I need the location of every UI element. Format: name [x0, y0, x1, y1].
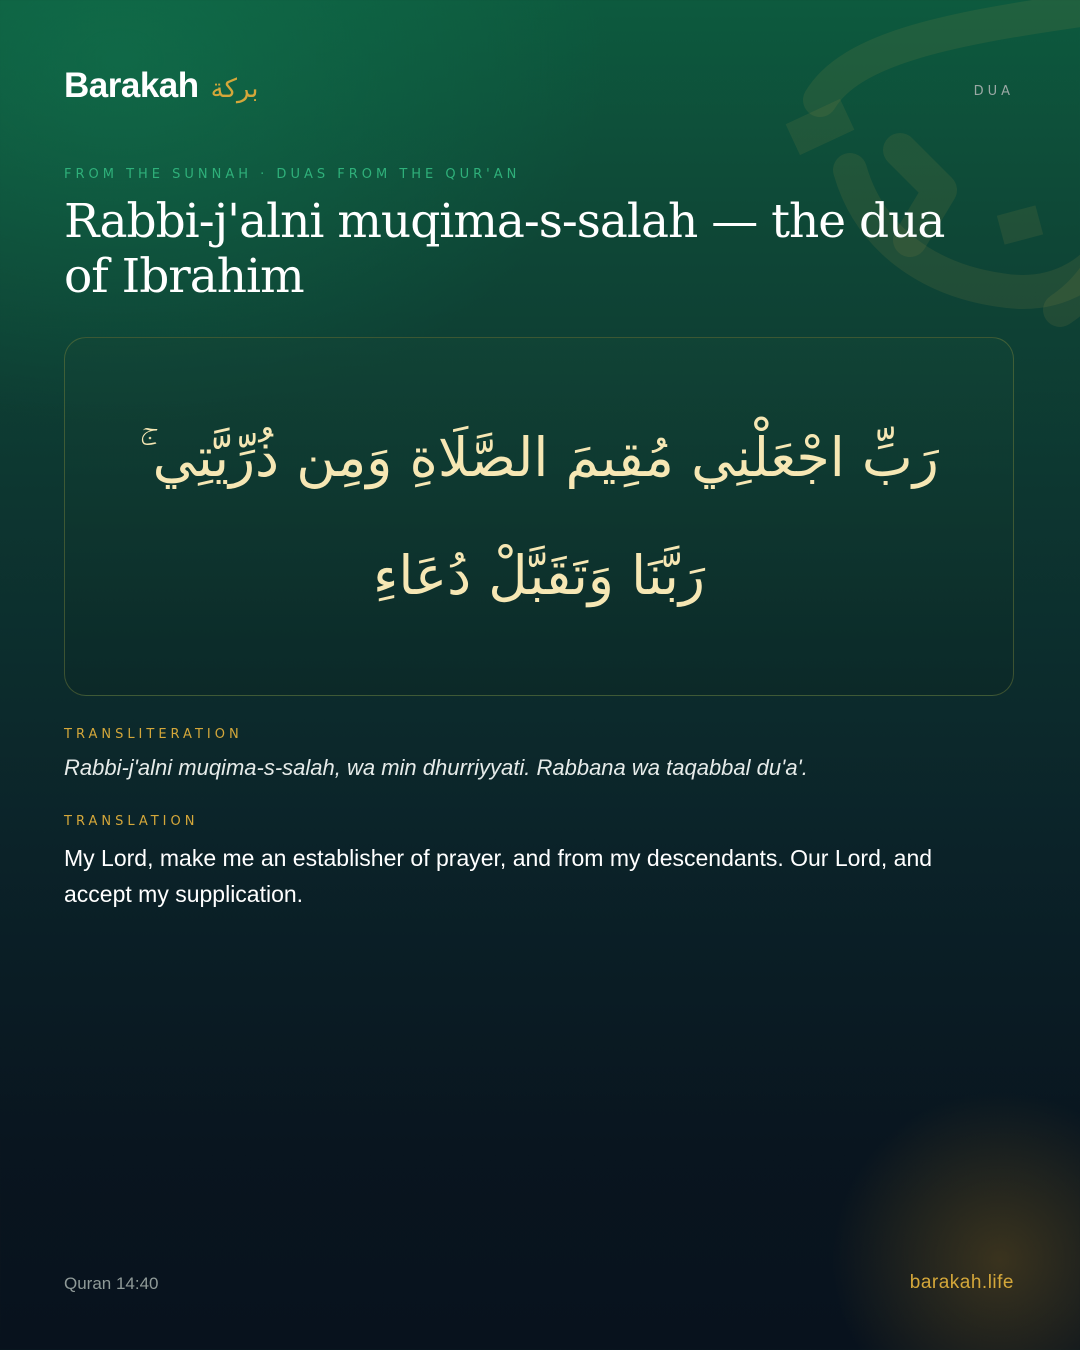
translation-text: My Lord, make me an establisher of prayer, and from my descendants. Our Lord, and accept my supplication. [64, 845, 933, 907]
category-eyebrow: FROM THE SUNNAH · DUAS FROM THE QUR'AN [64, 167, 521, 182]
translation-label: TRANSLATION [64, 814, 199, 829]
transliteration-text: Rabbi-j'alni muqima-s-salah, wa min dhurriyyati. Rabbana wa taqabbal du'a'. [64, 755, 808, 780]
arabic-dua-text: رَبِّ اجْعَلْنِي مُقِيمَ الصَّلَاةِ وَمِن ذُرِّيَّتِي ۚ رَبَّنَا وَتَقَبَّلْ دُعَاءِ [139, 425, 939, 607]
website-link[interactable]: barakah.life [909, 1272, 1014, 1293]
brand-arabic-mark: بركة [210, 74, 259, 104]
content-kind-label: DUA [973, 84, 1014, 99]
source-reference: Quran 14:40 [64, 1274, 159, 1293]
brand-name: Barakah [64, 66, 199, 105]
page-title: Rabbi-j'alni muqima-s-salah — the dua of Ibrahim [64, 194, 945, 304]
calligraphy-watermark [700, 0, 1080, 370]
arabic-dua-card [64, 337, 1014, 696]
brand-logo [64, 66, 259, 106]
transliteration-label: TRANSLITERATION [64, 727, 243, 742]
